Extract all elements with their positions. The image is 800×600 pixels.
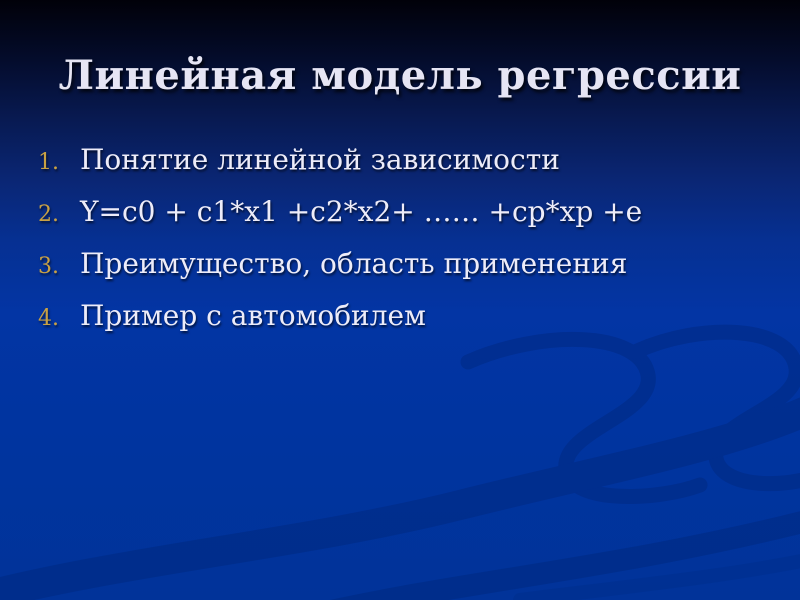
slide-title: Линейная модель регрессии xyxy=(58,52,742,99)
list-item-number: 4. xyxy=(38,306,59,331)
list-item-number: 1. xyxy=(38,150,59,175)
list-item-text: Пример с автомобилем xyxy=(80,299,426,332)
list-item-number: 2. xyxy=(38,202,59,227)
list-item-text: Y=c0 + c1*x1 +c2*x2+ …… +cp*xp +e xyxy=(80,195,643,228)
list-item xyxy=(38,143,780,195)
list-item xyxy=(38,299,780,351)
list-item xyxy=(38,195,780,247)
list-item-text: Преимущество, область применения xyxy=(80,247,628,280)
list-item-text: Понятие линейной зависимости xyxy=(80,143,560,176)
list-item-number: 3. xyxy=(38,254,59,279)
list-item xyxy=(38,247,780,299)
agenda-list xyxy=(38,143,780,351)
